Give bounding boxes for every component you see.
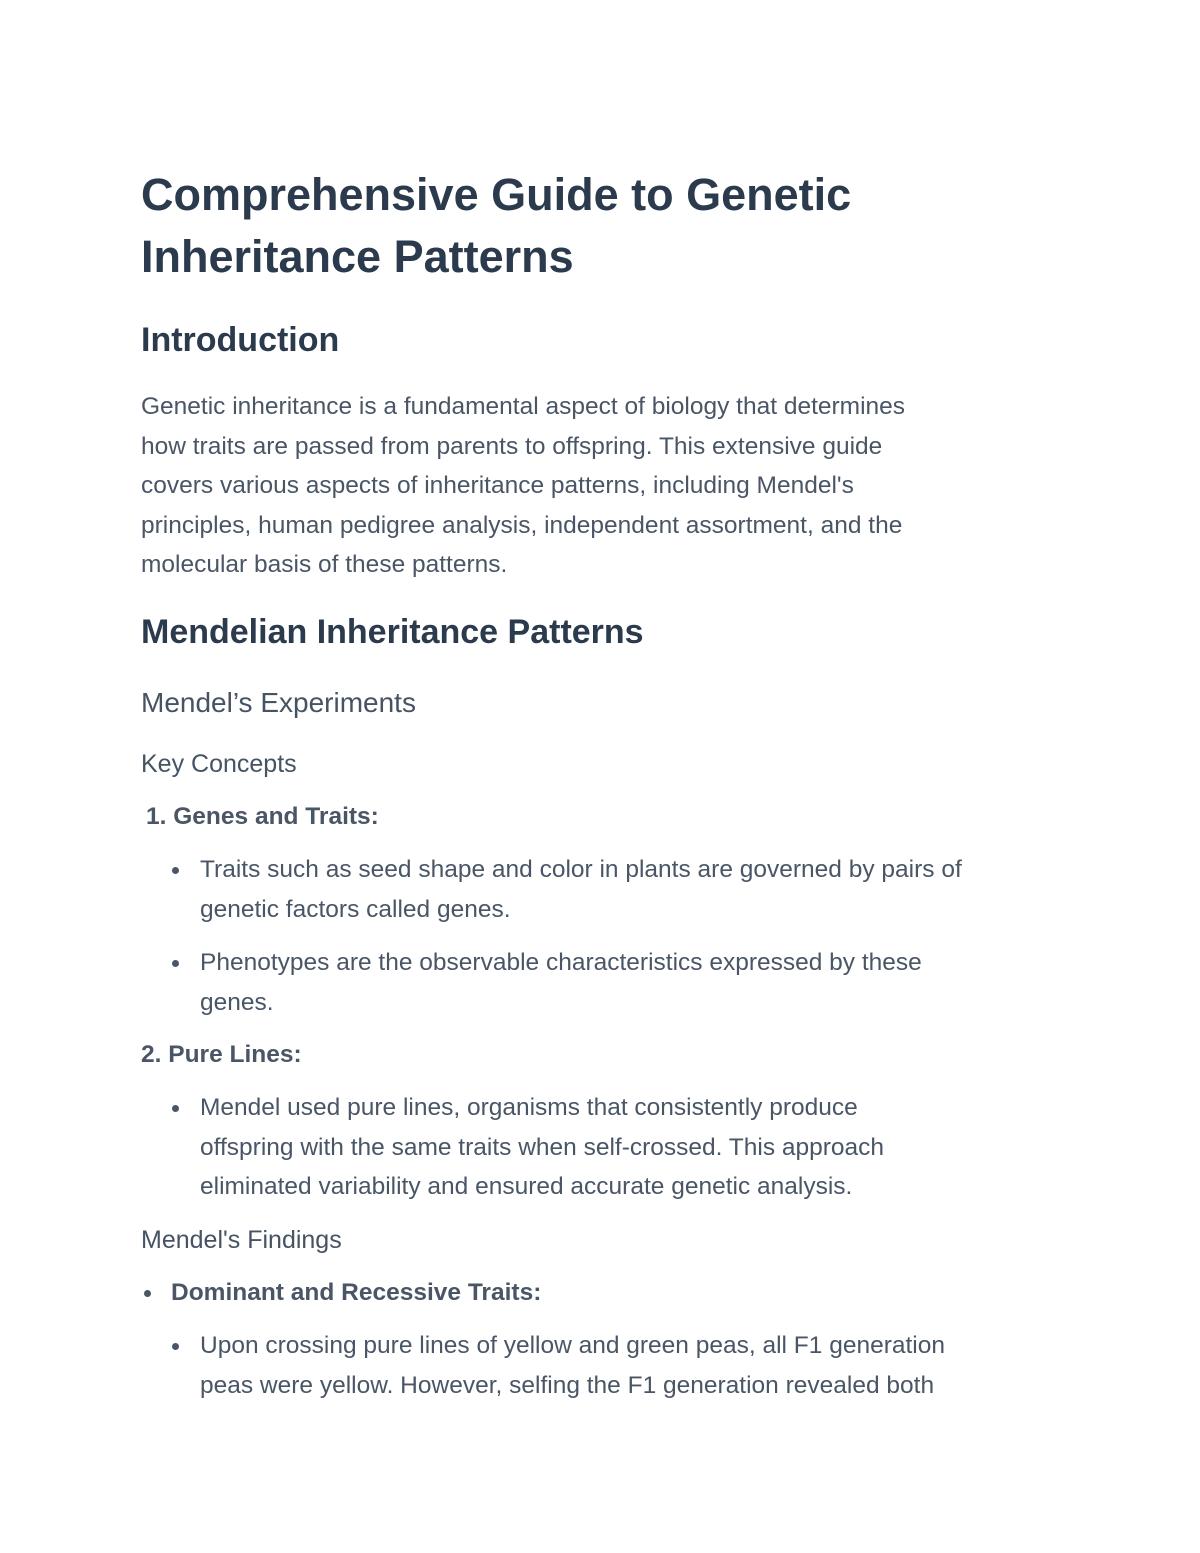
list-item-label: 2. Pure Lines:: [141, 1041, 302, 1068]
list-item: [200, 850, 962, 929]
list-item-line: Mendel used pure lines, organisms that consistently produce: [200, 1094, 858, 1121]
bullet-icon: [172, 1105, 179, 1112]
paragraph-line: how traits are passed from parents to offspring. This extensive guide: [141, 432, 883, 460]
experiments-heading: Mendel’s Experiments: [141, 687, 416, 718]
introduction-paragraph: [141, 387, 905, 585]
paragraph-line: principles, human pedigree analysis, independent assortment, and the: [141, 511, 903, 539]
key-concepts-heading: Key Concepts: [141, 750, 297, 778]
bullet-icon: [172, 1343, 179, 1350]
list-item: [200, 1326, 945, 1405]
list-item-line: Traits such as seed shape and color in plants are governed by pairs of: [200, 856, 962, 883]
list-item: [200, 1088, 884, 1207]
list-item-line: genetic factors called genes.: [200, 895, 511, 923]
list-item-line: eliminated variability and ensured accurate genetic analysis.: [200, 1173, 853, 1201]
introduction-heading: Introduction: [141, 321, 340, 359]
list-item-label: Dominant and Recessive Traits:: [171, 1279, 542, 1306]
list-item-line: peas were yellow. However, selfing the F1 generation revealed both: [200, 1371, 935, 1399]
mendelian-heading: Mendelian Inheritance Patterns: [141, 613, 644, 651]
list-item-line: Upon crossing pure lines of yellow and green peas, all F1 generation: [200, 1332, 945, 1359]
list-item-line: Phenotypes are the observable characteristics expressed by these: [200, 949, 922, 976]
list-item-line: genes.: [200, 988, 274, 1016]
document-title-line: Inheritance Patterns: [141, 231, 574, 282]
bullet-icon: [144, 1290, 151, 1297]
paragraph-line: covers various aspects of inheritance patterns, including Mendel's: [141, 472, 854, 500]
findings-heading: Mendel's Findings: [141, 1226, 342, 1254]
list-item-label: 1. Genes and Traits:: [146, 803, 379, 830]
document-title-line: Comprehensive Guide to Genetic: [141, 169, 852, 220]
bullet-icon: [172, 960, 179, 967]
paragraph-line: Genetic inheritance is a fundamental aspect of biology that determines: [141, 393, 906, 420]
list-item-line: offspring with the same traits when self-crossed. This approach: [200, 1133, 885, 1161]
paragraph-line: molecular basis of these patterns.: [141, 551, 508, 579]
list-item: [200, 943, 922, 1022]
bullet-icon: [172, 867, 179, 874]
